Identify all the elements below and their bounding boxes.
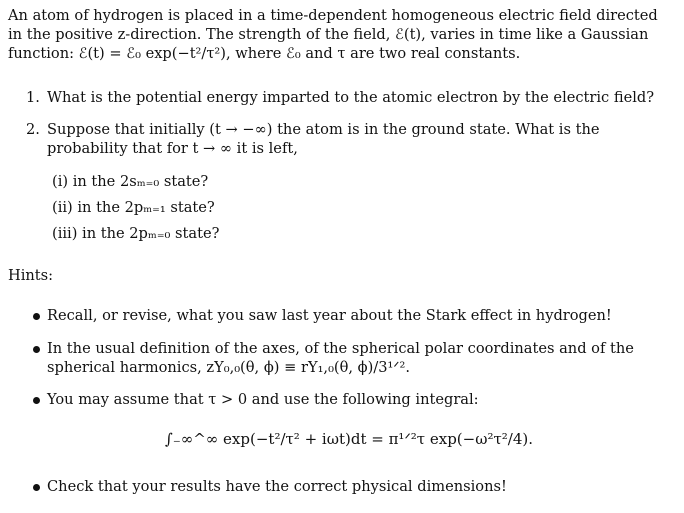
question-2-text-line-2: probability that for t → ∞ it is left, — [47, 140, 298, 157]
bullet-icon — [33, 313, 40, 320]
intro-line-1: An atom of hydrogen is placed in a time-dependent homogeneous electric field directed — [8, 7, 658, 24]
hint-3-text: You may assume that τ > 0 and use the following integral: — [47, 391, 479, 408]
hint-2-text-line-2: spherical harmonics, zY₀,₀(θ, ϕ) ≡ rY₁,₀(θ, ϕ)/3¹ᐟ². — [47, 359, 411, 376]
subquestion-iii: (iii) in the 2pₘ₌₀ state? — [52, 225, 220, 242]
intro-line-3: function: ℰ(t) = ℰ₀ exp(−t²/τ²), where ℰ₀ and τ are two real constants. — [8, 45, 521, 62]
bullet-icon — [33, 484, 40, 491]
bullet-icon — [33, 397, 40, 404]
subquestion-i: (i) in the 2sₘ₌₀ state? — [52, 173, 209, 190]
integral-formula: ∫₋∞^∞ exp(−t²/τ² + iωt)dt = π¹ᐟ²τ exp(−ω²τ²/4). — [165, 430, 534, 448]
bullet-icon — [33, 346, 40, 353]
hint-1-text: Recall, or revise, what you saw last year about the Stark effect in hydrogen! — [47, 307, 612, 324]
intro-line-2: in the positive z-direction. The strength of the field, ℰ(t), varies in time like a Gaussian — [8, 26, 649, 43]
question-2-number: 2. — [26, 121, 40, 138]
question-2-text-line-1: Suppose that initially (t → −∞) the atom is in the ground state. What is the — [47, 121, 600, 138]
subquestion-ii: (ii) in the 2pₘ₌₁ state? — [52, 199, 215, 216]
question-1-text: What is the potential energy imparted to the atomic electron by the electric field? — [47, 89, 655, 106]
hint-2-text-line-1: In the usual definition of the axes, of the spherical polar coordinates and of the — [47, 340, 634, 357]
hints-heading: Hints: — [8, 267, 54, 284]
hint-4-text: Check that your results have the correct physical dimensions! — [47, 478, 507, 495]
question-1-number: 1. — [26, 89, 40, 106]
